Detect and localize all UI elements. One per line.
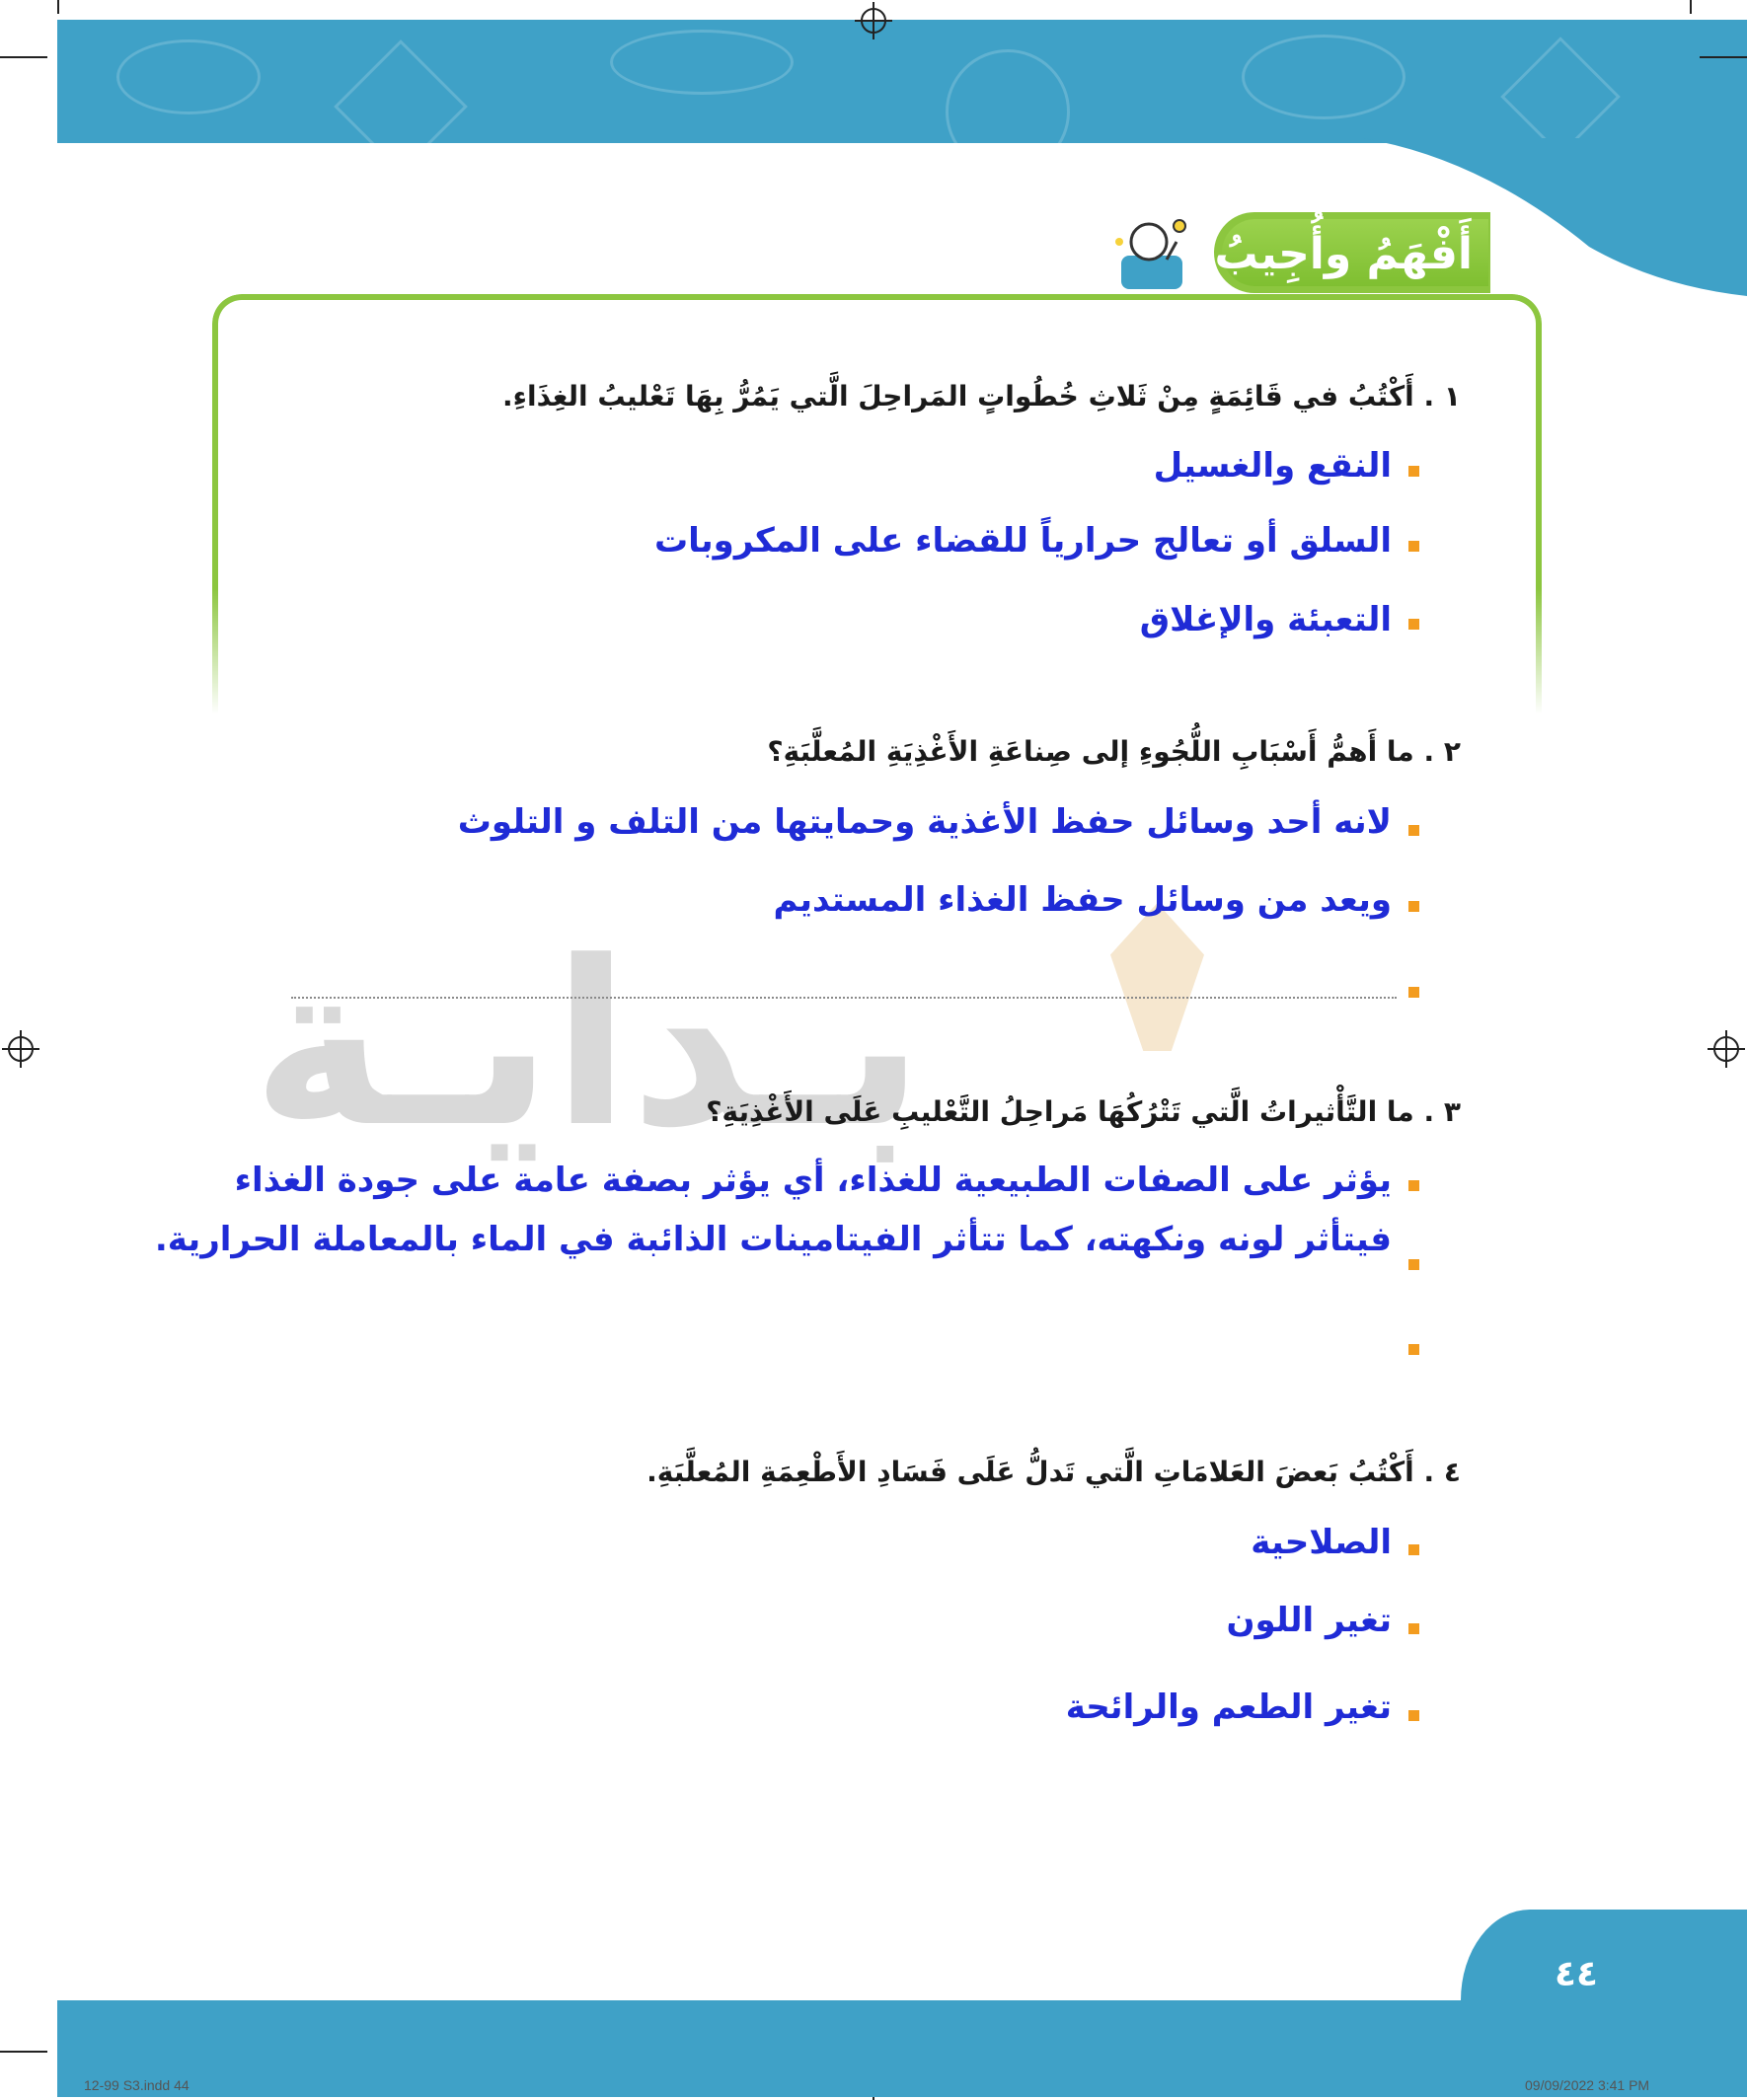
question-2: ٢ . ما أَهمُّ أَسْبَابِ اللُّجُوءِ إلى صِناعَةِ الأَغْذِيَةِ المُعلَّبَةِ؟ bbox=[767, 735, 1461, 768]
pen-nib-icon bbox=[1110, 903, 1204, 1051]
section-heading-title: أَفْهَمُ وأُجِيبُ bbox=[1214, 229, 1473, 279]
footer-file-name: 12-99 S3.indd 44 bbox=[84, 2077, 190, 2093]
decorative-calligraphy bbox=[334, 39, 468, 174]
question-1: ١ . أَكْتُبُ في قَائِمَةٍ مِنْ ثَلاثِ خُطُواتٍ المَراحِلَ الَّتي يَمُرُّ بِهَا تَعْليبُ الغِذَاءِ. bbox=[502, 380, 1461, 412]
bullet-icon bbox=[1408, 901, 1419, 912]
watermark-text: بـدايـة bbox=[252, 914, 925, 1177]
bullet-icon bbox=[1408, 1344, 1419, 1355]
decorative-calligraphy bbox=[610, 30, 794, 95]
bullet-icon bbox=[1408, 1623, 1419, 1634]
bullet-icon bbox=[1408, 541, 1419, 552]
bullet-icon bbox=[1408, 619, 1419, 630]
answer-1-3: التعبئة والإغلاق bbox=[1139, 600, 1392, 639]
crop-mark bbox=[57, 0, 59, 14]
bullet-icon bbox=[1408, 466, 1419, 477]
crop-mark bbox=[1690, 0, 1692, 14]
crop-mark bbox=[0, 56, 47, 58]
question-4: ٤ . أَكْتُبُ بَعضَ العَلامَاتِ الَّتي تَدلُّ عَلَى فَسَادِ الأَطْعِمَةِ المُعلَّبَةِ. bbox=[646, 1456, 1461, 1488]
answer-blank-line bbox=[291, 997, 1397, 999]
decorative-calligraphy bbox=[946, 49, 1070, 174]
crop-mark bbox=[0, 2051, 47, 2053]
header-band bbox=[57, 20, 1747, 143]
registration-mark bbox=[861, 8, 886, 34]
registration-mark bbox=[1713, 1036, 1739, 1062]
bullet-icon bbox=[1408, 1180, 1419, 1191]
thinking-person-icon bbox=[1107, 212, 1196, 293]
page-number: ٤٤ bbox=[1555, 1954, 1598, 1994]
bullet-icon bbox=[1408, 825, 1419, 836]
page-number-tab bbox=[1461, 1910, 1747, 2000]
answer-4-1: الصلاحية bbox=[1251, 1523, 1392, 1562]
bullet-icon bbox=[1408, 1544, 1419, 1555]
decorative-calligraphy bbox=[1242, 35, 1405, 119]
answer-1-1: النقع والغسيل bbox=[1153, 446, 1392, 486]
answer-3-2: فيتأثر لونه ونكهته، كما تتأثر الفيتامينات الذائبة في الماء بالمعاملة الحرارية. bbox=[154, 1220, 1392, 1259]
bullet-icon bbox=[1408, 1259, 1419, 1270]
footer-datetime: 09/09/2022 3:41 PM bbox=[1525, 2077, 1650, 2093]
answer-4-3: تغير الطعم والرائحة bbox=[1065, 1688, 1392, 1727]
decorative-calligraphy bbox=[116, 39, 261, 114]
footer-band bbox=[57, 2000, 1747, 2097]
bullet-icon bbox=[1408, 1710, 1419, 1721]
answer-1-2: السلق أو تعالج حرارياً للقضاء على المكروبات bbox=[653, 521, 1392, 561]
crop-mark bbox=[1700, 56, 1747, 58]
answer-3-1: يؤثر على الصفات الطبيعية للغذاء، أي يؤثر بصفة عامة على جودة الغذاء bbox=[234, 1161, 1392, 1200]
answer-frame bbox=[212, 294, 1542, 714]
registration-mark bbox=[8, 1036, 34, 1062]
answer-4-2: تغير اللون bbox=[1226, 1601, 1392, 1640]
answer-2-2: ويعد من وسائل حفظ الغذاء المستديم bbox=[773, 880, 1392, 920]
bullet-icon bbox=[1408, 987, 1419, 998]
answer-2-1: لانه أحد وسائل حفظ الأغذية وحمايتها من التلف و التلوث bbox=[457, 802, 1392, 842]
question-3: ٣ . ما التَّأْثيراتُ الَّتي تَتْرُكُهَا مَراحِلُ التَّعْليبِ عَلَى الأَغْذِيَةِ؟ bbox=[706, 1095, 1461, 1128]
